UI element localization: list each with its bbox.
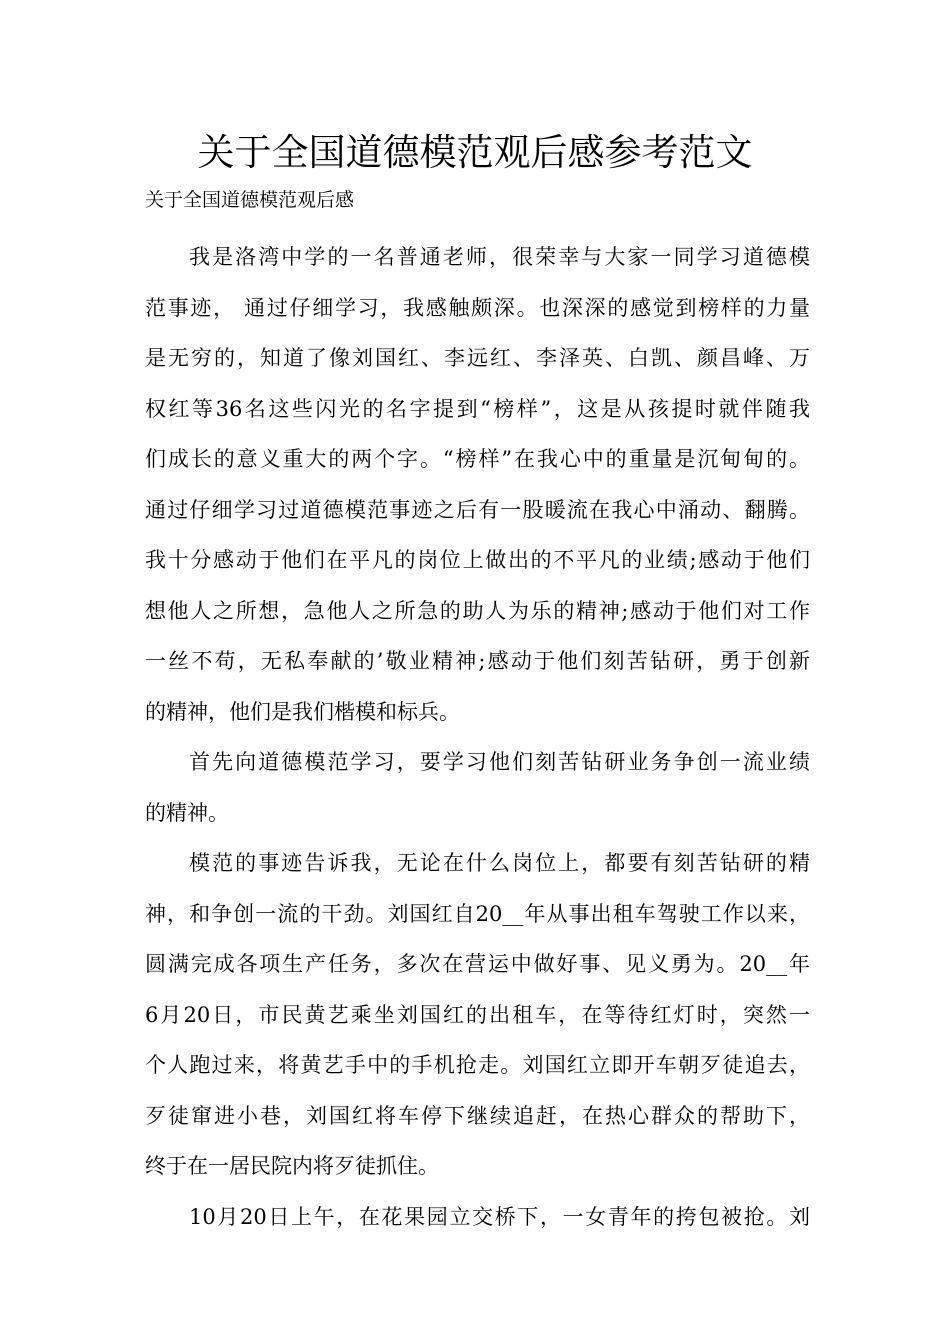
text-line: 我十分感动于他们在平凡的岗位上做出的不平凡的业绩;感动于他们 [145,548,810,572]
paragraph [145,838,810,1192]
document-title: 关于全国道德模范观后感参考范文 [197,131,753,174]
text-line: 我是洛湾中学的一名普通老师，很荣幸与大家一同学习道德模 [189,245,810,269]
text-line: 歹徒窜进小巷，刘国红将车停下继续追赶，在热心群众的帮助下， [145,1103,810,1128]
text-line: 一丝不苟，无私奉献的’敬业精神;感动于他们刻苦钻研，勇于创新 [145,649,810,673]
text-line: 6月20日，市民黄艺乘坐刘国红的出租车，在等待红灯时，突然一 [145,1002,810,1027]
text-line: 神，和争创一流的干劲。刘国红自20__年从事出租车驾驶工作以来， [145,901,810,926]
paragraph [145,1192,810,1243]
text-line: 是无穷的，知道了像刘国红、李远红、李泽英、白凯、颜昌峰、万 [145,346,810,370]
text-line: 的精神，他们是我们楷模和标兵。 [145,699,460,724]
text-line: 范事迹， 通过仔细学习，我感触颇深。也深深的感觉到榜样的力量 [145,295,810,320]
document-subtitle: 关于全国道德模范观后感 [145,189,355,211]
paragraph [145,232,810,737]
paragraph [145,737,810,838]
text-line: 个人跑过来，将黄艺手中的手机抢走。刘国红立即开车朝歹徒追去， [145,1053,810,1077]
document-body [145,232,810,1242]
text-line: 终于在一居民院内将歹徒抓住。 [145,1154,439,1178]
text-line: 通过仔细学习过道德模范事迹之后有一股暖流在我心中涌动、翻腾。 [145,497,810,522]
text-line: 的精神。 [145,800,229,825]
text-line: 们成长的意义重大的两个字。“榜样”在我心中的重量是沉甸甸的。 [145,447,810,471]
text-line: 10月20日上午，在花果园立交桥下，一女青年的挎包被抢。刘 [189,1204,810,1229]
text-line: 圆满完成各项生产任务，多次在营运中做好事、见义勇为。20__年 [145,952,810,976]
text-line: 权红等36名这些闪光的名字提到“榜样”，这是从孩提时就伴随我 [145,396,810,421]
text-line: 模范的事迹告诉我，无论在什么岗位上，都要有刻苦钻研的精 [189,851,810,875]
text-line: 想他人之所想，急他人之所急的助人为乐的精神;感动于他们对工作 [145,598,810,623]
text-line: 首先向道德模范学习，要学习他们刻苦钻研业务争创一流业绩 [189,750,810,774]
